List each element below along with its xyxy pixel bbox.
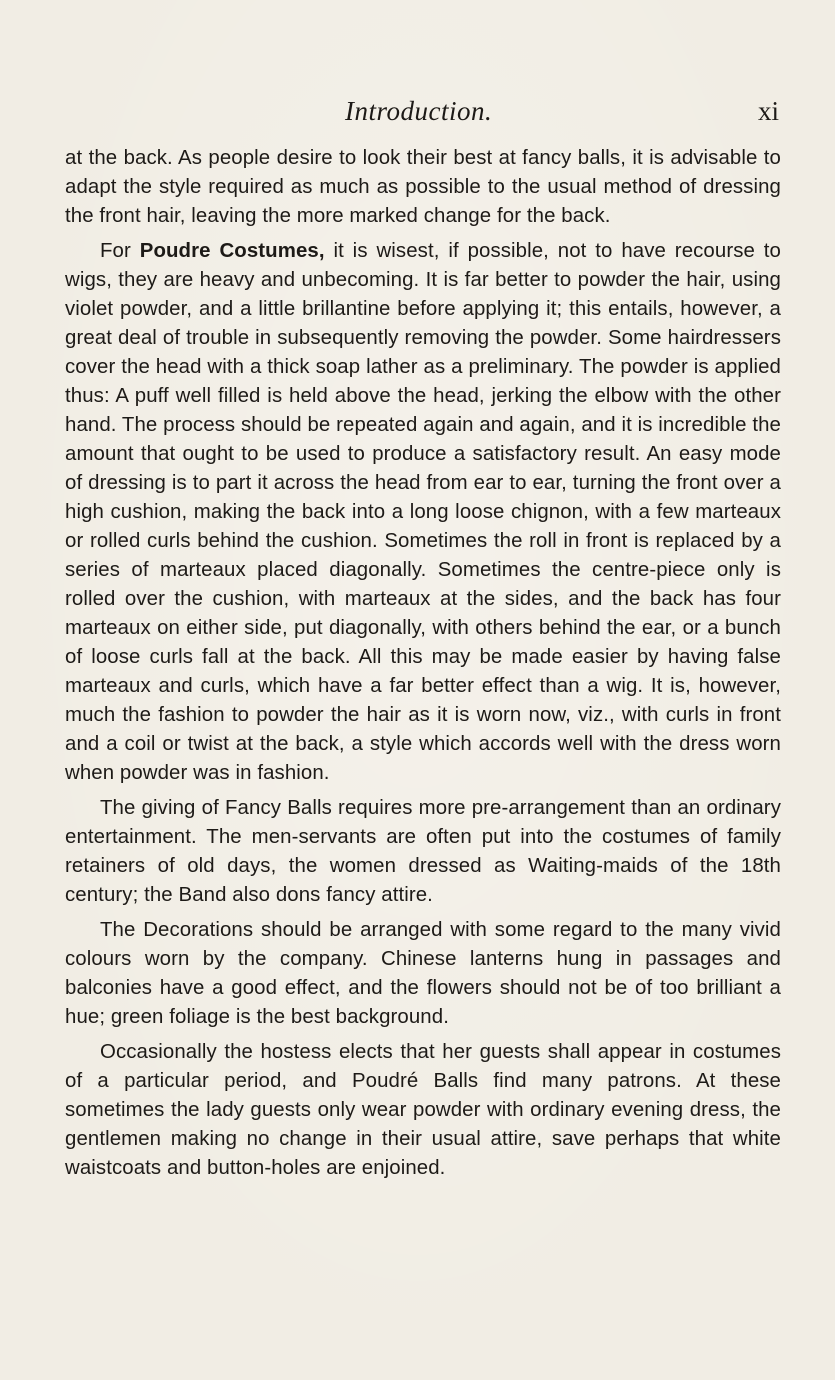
running-head: [65, 96, 781, 132]
paragraph-body: it is wisest, if possible, not to have recourse to wigs, they are heavy and unbecoming. It is far better to powder the hair, using violet powder, and a little brillantine before applying it; this entails, however, a great deal of trouble in subsequently removing the powder. Some hairdressers cover the head with a thick soap lather as a preliminary. The powder is applied thus: A puff well filled is held above the head, jerking the elbow with the other hand. The process should be repeated again and again, and it is incredible the amount that ought to be used to produce a satisfactory result. An easy mode of dressing is to part it across the head from ear to ear, turning the front over a high cushion, making the back into a long loose chignon, with a few marteaux or rolled curls behind the cushion. Sometimes the roll in front is replaced by a series of marteaux placed diagonally. Sometimes the centre-piece only is rolled over the cushion, with marteaux at the sides, and the back has four marteaux on either side, put diagonally, with others behind the ear, or a bunch of loose curls fall at the back. All this may be made easier by having false marteaux and curls, which have a far better effect than a wig. It is, however, much the fashion to powder the hair as it is worn now, viz., with curls in front and a coil or twist at the back, a style which accords well with the dress worn when powder was in fashion.: [65, 240, 781, 784]
page-number: xi: [757, 96, 779, 126]
running-title: Introduction.: [345, 96, 493, 126]
paragraph-decorations: The Decorations should be arranged with some regard to the many vivid colours worn by the company. Chinese lanterns hung in passages and balconies have a good effect, and the flowers should not be of too brilliant a hue; green foliage is the best background.: [65, 919, 781, 1028]
paragraph-continuation: at the back. As people desire to look their best at fancy balls, it is advisable to adapt the style required as much as possible to the usual method of dressing the front hair, leaving the more marked change for the back.: [65, 147, 781, 227]
paragraph-fancy-balls: The giving of Fancy Balls requires more pre-arrangement than an ordinary entertainment. The men-servants are often put into the costumes of family retainers of old days, the women dressed as Waiting-maids of the 18th century; the Band also dons fancy attire.: [65, 797, 781, 906]
paragraph-poudre-balls: Occasionally the hostess elects that her guests shall appear in costumes of a particular period, and Poudré Balls find many patrons. At these sometimes the lady guests only wear powder with ordinary evening dress, the gentlemen making no change in their usual attire, save perhaps that white waistcoats and button-holes are enjoined.: [65, 1041, 781, 1179]
paragraph-lead-in: For: [100, 240, 140, 262]
body-text: [65, 144, 781, 1189]
paragraph-poudre-costumes: [65, 237, 781, 788]
bold-term-poudre-costumes: Poudre Costumes,: [139, 240, 325, 262]
